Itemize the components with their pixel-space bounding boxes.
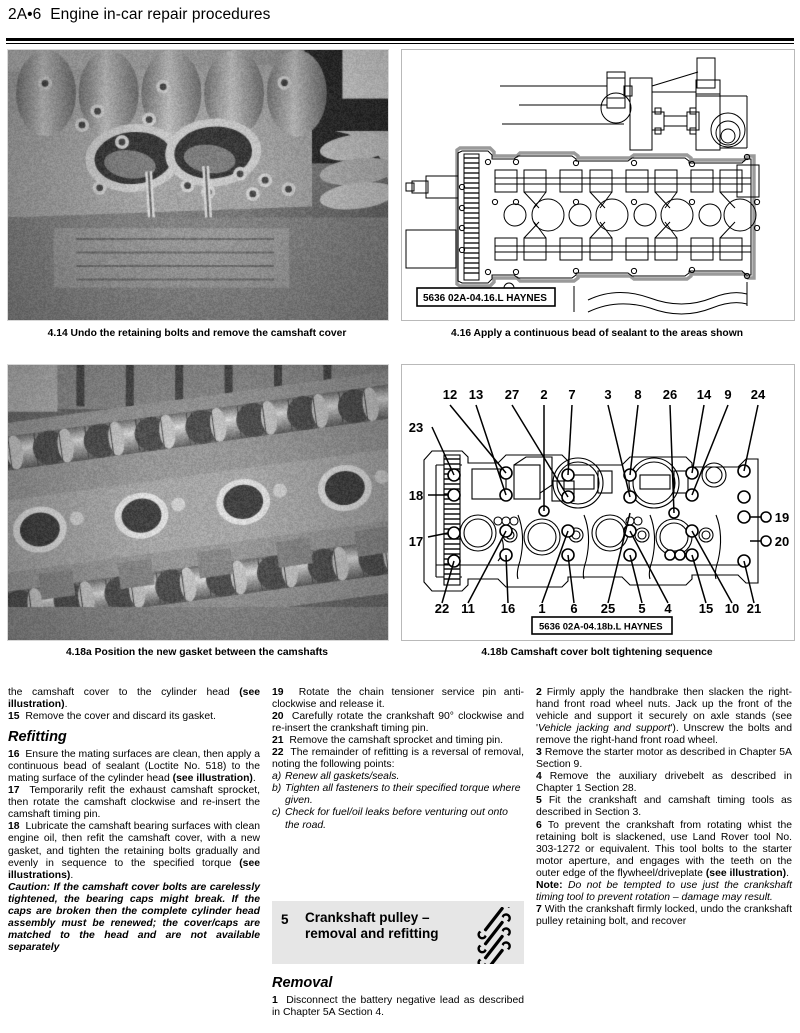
plate-label-4-18b (532, 617, 672, 634)
step-text: Temporarily refit the exhaust camshaft sprocket, then rotate the camshaft clockwise and re-insert the camshaft timing pin. (8, 785, 260, 821)
callout-22: 22 (434, 601, 450, 616)
caution-note: Caution: If the camshaft cover bolts are carelessly tightened, the bearing caps might break. If the caps are broken then the complete cylinder head assembly must be renewed; the cover/caps are matched to the head and are not available separately (8, 881, 260, 953)
step-21 (272, 735, 524, 747)
step-text: The remainder of refitting is a reversal of removal, noting the following points: (272, 747, 524, 771)
sealant-bead (457, 148, 754, 286)
step-number: 20 (272, 711, 284, 723)
step-7 (536, 904, 792, 928)
spanner-icons (472, 907, 520, 964)
text-column-right (536, 687, 792, 928)
header-rule-thin (6, 43, 794, 44)
callout-18: 18 (408, 488, 424, 503)
subheading-removal: Removal (272, 975, 333, 991)
callout-10: 10 (724, 601, 740, 616)
section-number: 5 (281, 912, 289, 927)
step-15 (8, 711, 260, 723)
step-number: 3 (536, 747, 542, 759)
step-text: Remove the starter motor as described in Chapter 5A Section 9. (536, 747, 792, 771)
step-text: To prevent the crankshaft from rotating whist the retaining bolt is slackened, use Land Rover tool No. 303-1272 or equivalent. This tool bolts to the starter motor aperture, and engages with the teeth on the outer edge of the flywheel/driveplate (see illustration). (536, 819, 793, 879)
step-number: 22 (272, 747, 284, 759)
callout-13: 13 (468, 387, 484, 402)
sub-point-marker: a) (272, 771, 282, 783)
step-number: 15 (8, 711, 20, 723)
callout-20: 20 (774, 534, 790, 549)
section-title-line2: removal and refitting (305, 925, 439, 941)
page-title (8, 6, 270, 24)
note-label: Note: (536, 879, 563, 891)
note-block (536, 880, 792, 904)
sub-point-marker: b) (272, 783, 282, 795)
text-column-middle-lower (272, 975, 524, 1019)
sub-point-marker: c) (272, 807, 281, 819)
figure-4-14-photo (7, 49, 389, 321)
step-19 (272, 687, 524, 711)
step-number: 2 (536, 687, 542, 698)
sub-point-text: Check for fuel/oil leaks before venturing out onto the road. (285, 807, 508, 831)
step-17 (8, 785, 260, 821)
step-number: 17 (8, 785, 20, 797)
callout-1: 1 (538, 601, 546, 616)
step-number: 1 (272, 995, 278, 1006)
sub-point-c (272, 807, 524, 831)
callout-6: 6 (570, 601, 578, 616)
step-number: 21 (272, 735, 284, 747)
callout-26: 26 (662, 387, 678, 402)
callout-27: 27 (504, 387, 520, 402)
step-text: Fit the crankshaft and camshaft timing tools as described in Section 3. (536, 795, 793, 819)
step-number: 4 (536, 771, 542, 783)
step-number: 7 (536, 903, 542, 915)
sub-point-text: Tighten all fasteners to their specified torque where given. (285, 783, 521, 807)
text-column-left (8, 687, 260, 954)
step-text: With the crankshaft firmly locked, undo the crankshaft pulley retaining bolt, and recover (536, 903, 792, 927)
callout-4: 4 (664, 601, 672, 616)
sub-point-b (272, 783, 524, 807)
step-3 (536, 747, 792, 771)
step-text: Rotate the chain tensioner service pin anti-clockwise and release it. (272, 687, 524, 711)
figure-4-16-caption: 4.16 Apply a continuous bead of sealant to the areas shown (451, 328, 743, 339)
callout-8: 8 (634, 387, 642, 402)
chapter-title: Engine in-car repair procedures (50, 6, 271, 23)
plate-label-4-16 (417, 288, 555, 306)
step-text: Ensure the mating surfaces are clean, then apply a continuous bead of sealant (Loctite No. 518) to the mating surface of the cylinder head (see illustration). (8, 749, 260, 785)
step-number: 16 (8, 749, 20, 761)
svg-text:5636 02A-04.16.L HAYNES: 5636 02A-04.16.L HAYNES (423, 293, 547, 304)
step-text: Remove the cover and discard its gasket. (25, 711, 216, 723)
step-6 (536, 820, 792, 880)
callout-16: 16 (500, 601, 516, 616)
step-5 (536, 795, 792, 819)
callout-14: 14 (696, 387, 712, 402)
callout-24: 24 (750, 387, 766, 402)
section-title-line1: Crankshaft pulley – (305, 910, 430, 925)
callout-9: 9 (724, 387, 732, 402)
step-22 (272, 747, 524, 771)
svg-text:5636 02A-04.18b.L HAYNES: 5636 02A-04.18b.L HAYNES (539, 621, 663, 633)
step-text: Firmly apply the handbrake then slacken the right-hand front road wheel nuts. Jack up the front of the vehicle and support it securely on axle stands (see 'Vehicle jacking and support'). Unscrew the bolts and remove the right-hand front road wheel. (536, 687, 792, 747)
callout-21: 21 (746, 601, 762, 616)
step-number: 18 (8, 821, 20, 833)
step-text: Remove the camshaft sprocket and timing pin. (289, 735, 504, 747)
section-heading-5[interactable] (272, 901, 524, 964)
sub-point-a (272, 771, 524, 783)
step-18 (8, 821, 260, 881)
figure-4-14-caption: 4.14 Undo the retaining bolts and remove the camshaft cover (47, 328, 347, 339)
page-header (0, 0, 800, 40)
figure-4-18a-photo (7, 364, 389, 641)
callout-5: 5 (638, 601, 646, 616)
section-title (305, 910, 470, 941)
step-16 (8, 749, 260, 785)
step-2 (536, 687, 792, 747)
step-text: Remove the auxiliary drivebelt as described in Chapter 1 Section 28. (536, 771, 793, 795)
header-rule-thick (6, 38, 794, 41)
callout-2: 2 (540, 387, 548, 402)
callout-11: 11 (461, 601, 475, 616)
note-text: Do not be tempted to use just the crankshaft timing tool to prevent rotation – damage may result. (536, 879, 792, 903)
callout-3: 3 (604, 387, 612, 402)
figure-4-16-drawing (401, 49, 795, 321)
sub-point-text: Renew all gaskets/seals. (285, 771, 400, 783)
step-1-removal (272, 995, 524, 1019)
sub-points-list (272, 771, 524, 831)
subheading-refitting: Refitting (8, 729, 67, 746)
callout-15: 15 (698, 601, 714, 616)
step-number: 5 (536, 795, 542, 807)
callout-23: 23 (408, 420, 424, 435)
page-number: 2A•6 (8, 6, 42, 23)
step-text: Disconnect the battery negative lead as described in Chapter 5A Section 4. (272, 995, 525, 1019)
callout-17: 17 (408, 534, 424, 549)
text-column-middle (272, 687, 524, 832)
callout-19: 19 (774, 510, 790, 525)
step-20 (272, 711, 524, 735)
callout-7: 7 (568, 387, 576, 402)
paragraph-continuation: the camshaft cover to the cylinder head (see illustration). (8, 687, 260, 711)
step-number: 19 (272, 687, 284, 698)
figure-4-18b-caption: 4.18b Camshaft cover bolt tightening sequence (481, 647, 713, 658)
step-text: Carefully rotate the crankshaft 90° clockwise and re-insert the crankshaft timing pin. (272, 711, 524, 735)
figure-4-18a-caption: 4.18a Position the new gasket between the camshafts (65, 647, 329, 658)
callout-25: 25 (600, 601, 616, 616)
callout-12: 12 (442, 387, 458, 402)
step-text: Lubricate the camshaft bearing surfaces with clean engine oil, then refit the camshaft cover, with a new gasket, and tighten the retaining bolts gradually and evenly in sequence to the specified torque (see illustrations). (8, 821, 260, 881)
figure-4-18b-drawing (401, 364, 795, 641)
step-4 (536, 771, 792, 795)
step-number: 6 (536, 819, 542, 831)
